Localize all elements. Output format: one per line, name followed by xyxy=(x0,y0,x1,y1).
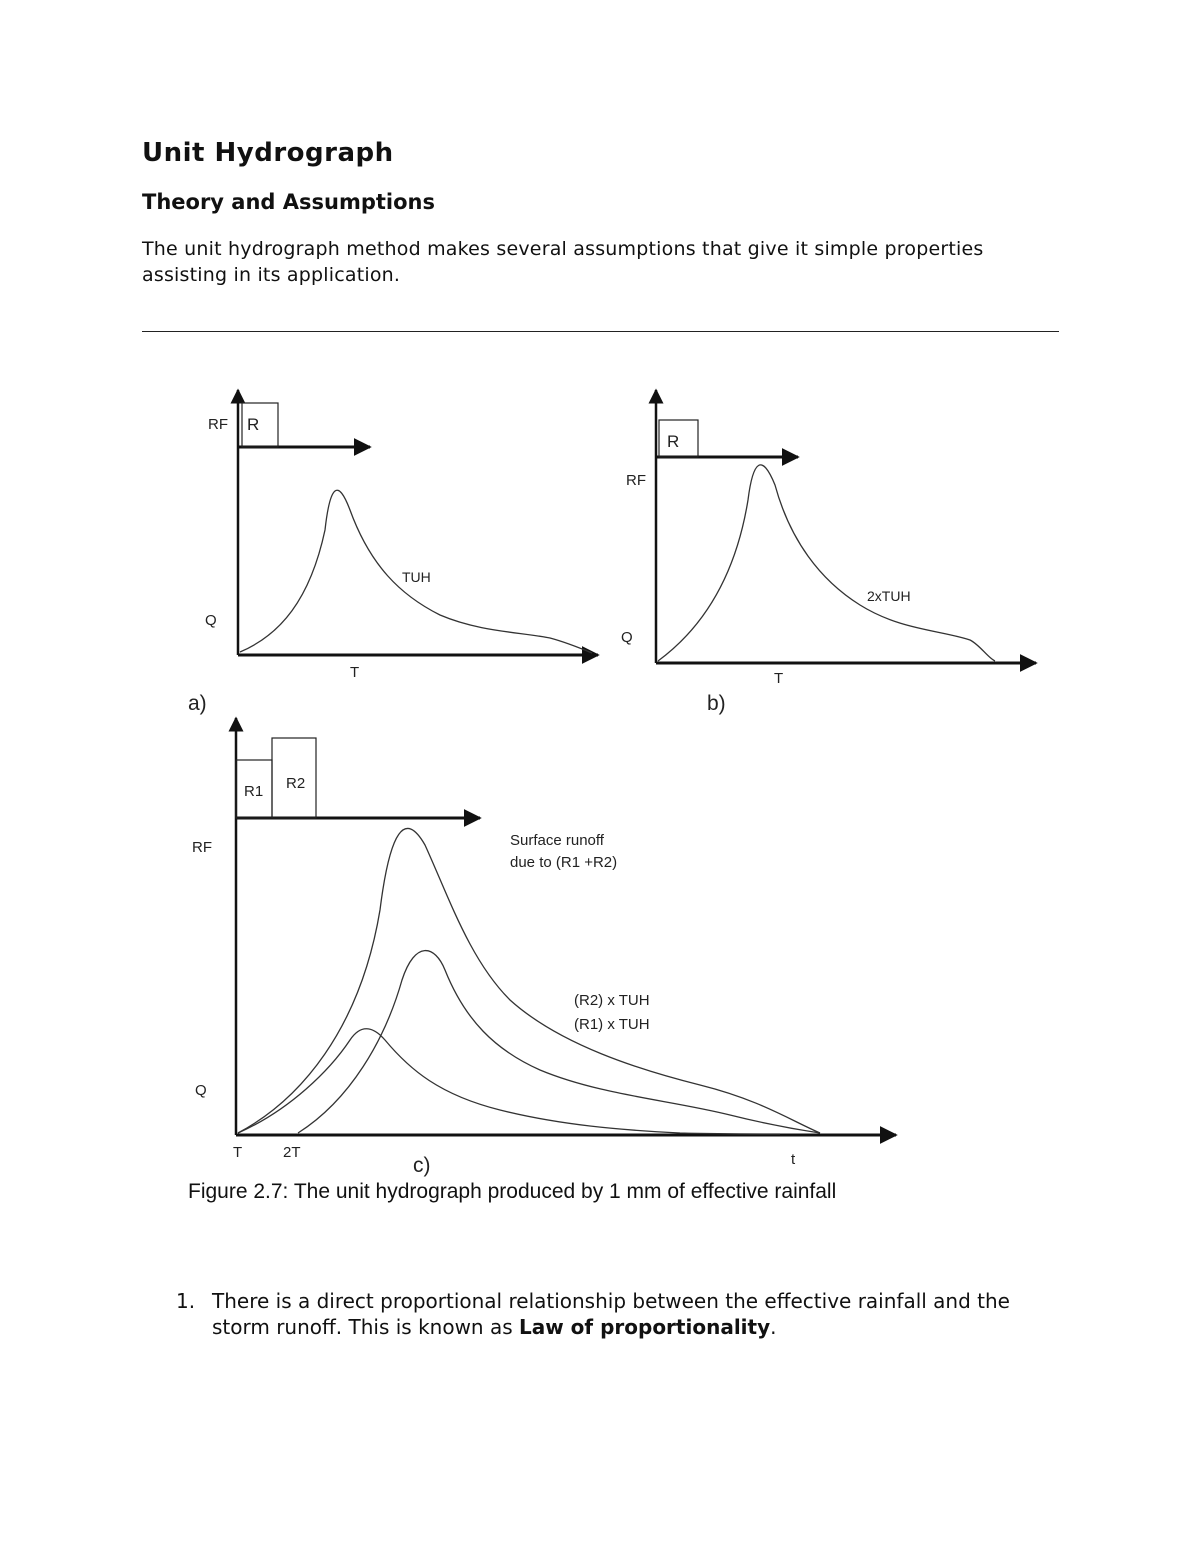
panel-b-label: b) xyxy=(707,692,726,715)
panel-a-rf-label: RF xyxy=(208,416,228,433)
panel-b-t-label: T xyxy=(774,670,784,687)
intro-paragraph: The unit hydrograph method makes several assumptions that give it simple properties assisting in its application. xyxy=(142,238,984,286)
hydrograph-diagram xyxy=(180,380,1050,1220)
panel-c-r2-tuh-curve xyxy=(298,951,820,1133)
document-title: Unit Hydrograph xyxy=(142,138,394,168)
list-item-text: There is a direct proportional relationship between the effective rainfall and the storm runoff. This is known as xyxy=(212,1289,1010,1339)
panel-b-2xtuh-curve xyxy=(658,465,995,661)
assumptions-list xyxy=(176,1288,1056,1340)
panel-c-r1-box-label: R1 xyxy=(244,783,264,800)
panel-c-r1-tuh-label: (R1) x TUH xyxy=(574,1016,650,1033)
horizontal-rule xyxy=(142,331,1059,332)
panel-c-tick-2t: 2T xyxy=(283,1144,301,1161)
panel-b-q-label: Q xyxy=(621,629,633,646)
panel-c-q-label: Q xyxy=(195,1082,207,1099)
panel-b-curve-label: 2xTUH xyxy=(867,588,911,604)
section-heading: Theory and Assumptions xyxy=(142,190,435,214)
list-item xyxy=(176,1288,1056,1340)
panel-b-rf-label: RF xyxy=(626,472,646,489)
hydrograph-figure xyxy=(180,380,1050,1220)
list-item-tail: . xyxy=(770,1315,777,1339)
panel-a-label: a) xyxy=(188,692,207,715)
panel-c-r1-tuh-curve xyxy=(238,1029,780,1134)
figure-caption: Figure 2.7: The unit hydrograph produced by 1 mm of effective rainfall xyxy=(188,1180,837,1203)
panel-c-label: c) xyxy=(413,1154,431,1177)
panel-c-surface-runoff-curve xyxy=(238,828,820,1133)
panel-a-curve-label: TUH xyxy=(402,569,431,585)
list-item-bold-term: Law of proportionality xyxy=(519,1315,771,1339)
list-item-number: 1. xyxy=(176,1289,196,1313)
panel-a-t-label: T xyxy=(350,664,360,681)
panel-c-rf-label: RF xyxy=(192,839,212,856)
panel-a-rain-label: R xyxy=(247,415,260,434)
panel-c-r2-tuh-label: (R2) x TUH xyxy=(574,992,650,1009)
panel-c xyxy=(192,718,896,1177)
panel-b-rain-label: R xyxy=(667,432,680,451)
panel-c-surface-runoff-label-2: due to (R1 +R2) xyxy=(510,854,618,871)
panel-c-surface-runoff-label-1: Surface runoff xyxy=(510,832,604,849)
panel-c-tick-t: T xyxy=(233,1144,243,1161)
panel-a-q-label: Q xyxy=(205,612,217,629)
panel-a xyxy=(188,390,598,715)
panel-c-r2-box-label: R2 xyxy=(286,775,306,792)
panel-b xyxy=(621,390,1036,715)
panel-c-t-axis-label: t xyxy=(791,1151,796,1168)
